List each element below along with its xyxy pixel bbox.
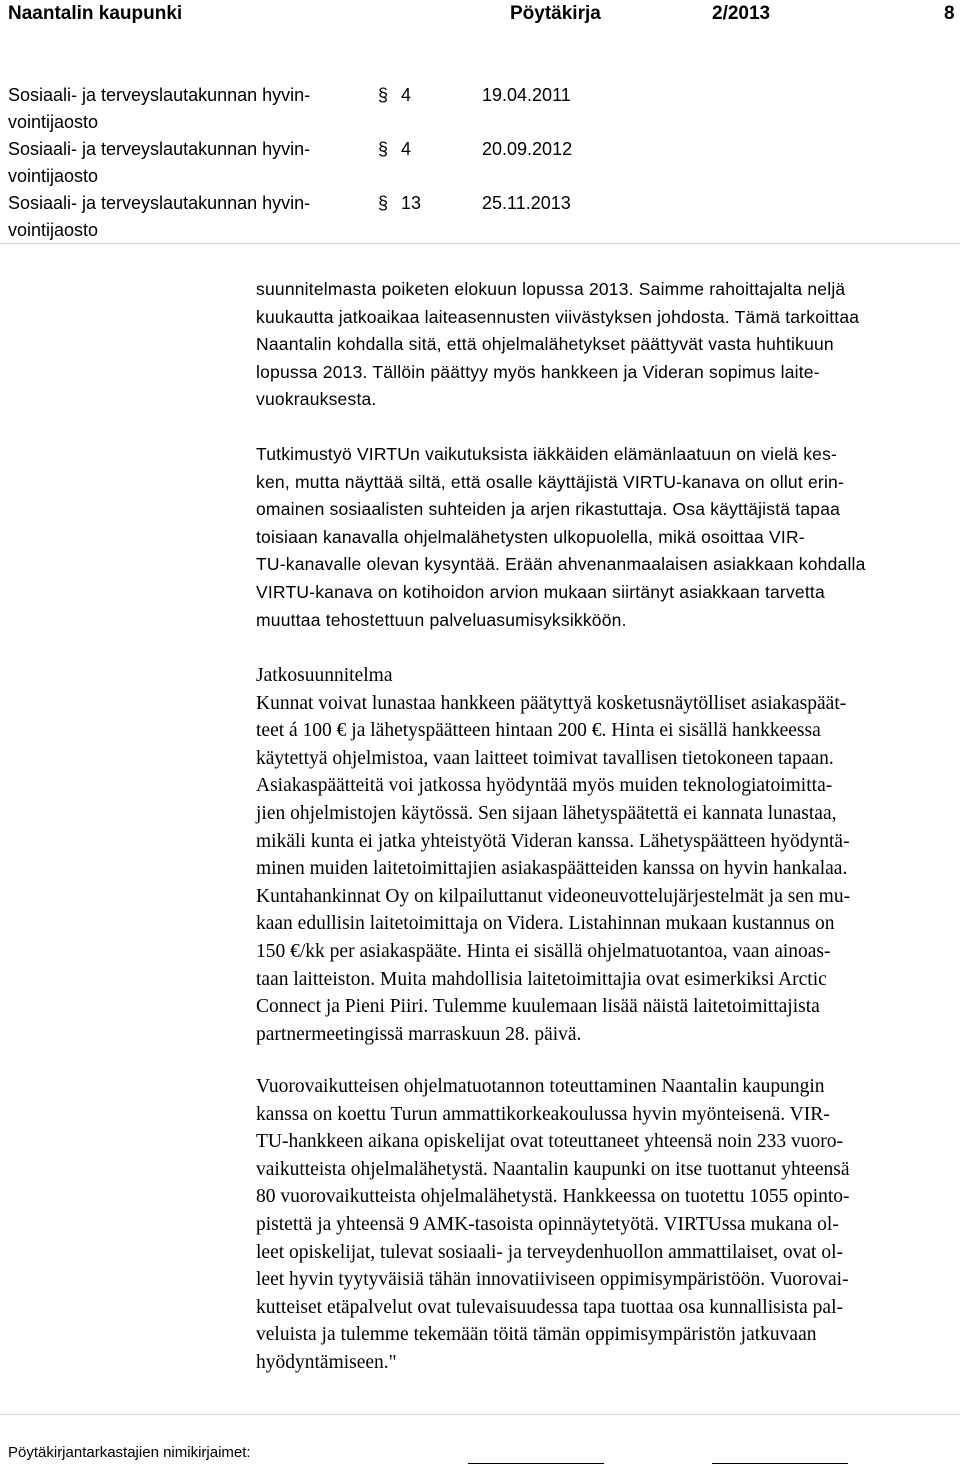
section-heading: Jatkosuunnitelma [256,665,393,686]
divider [0,243,960,244]
paragraph: suunnitelmasta poiketen elokuun lopussa 2013. Saimme rahoittajalta neljä kuukautta jatkoaikaa laiteasennusten viivästyksen johdosta. Tämä tarkoittaa Naantalin kohdalla sitä, että ohjelmalähetykset päättyvät vasta huhtikuun lopussa 2013. Tällöin päättyy myös hankkeen ja Videran sopimus laite- vuokrauksesta. [256,279,860,410]
section-number: 13 [401,193,422,213]
document-number: 2/2013 [712,3,771,24]
section-sign: § [378,193,389,213]
section-sign: § [378,85,389,105]
reference-row [8,136,948,190]
page-number: 8 [944,3,955,24]
signature-line [468,1463,604,1464]
reference-row [8,82,948,136]
reference-body: Sosiaali- ja terveyslautakunnan hyvin- vointijaosto [8,139,311,186]
reference-row [8,190,948,244]
reference-body: Sosiaali- ja terveyslautakunnan hyvin- vointijaosto [8,193,311,240]
organization-name: Naantalin kaupunki [8,3,183,24]
document-type: Pöytäkirja [510,3,601,24]
paragraph: Jatkosuunnitelma Kunnat voivat lunastaa hankkeen päätyttyä kosketusnäytölliset asiakaspäät- teet á 100 € ja lähetyspäätteen hintaan 200 €. Hinta ei sisällä hankkeessa käytettyä ohjelmistoa, vaan laitteet toimivat tavallisen tietokoneen tapaan. Asiakaspäätteitä voi jatkossa hyödyntää myös muiden teknologiatoimitta- jien ohjelmistojen käytössä. Sen sijaan lähetyspäätettä ei kannata lunastaa, mikäli kunta ei jatka yhteistyötä Videran kanssa. Lähetyspäätteen hyödyntä- minen muiden laitetoimittajien asiakaspäätteiden kanssa on hyvin hankalaa. Kuntahankinnat Oy on kilpailuttanut videoneuvottelujärjestelmät ja sen mu- kaan edullisin laitetoimittaja on Videra. Listahinnan mukaan kustannus on 150 €/kk per asiakaspääte. Hinta ei sisällä ohjelmatuotantoa, vaan ainoas- taan laitteiston. Muita mahdollisia laitetoimittajia ovat esimerkiksi Arctic Connect ja Pieni Piiri. Tulemme kuulemaan lisää näistä laitetoimittajista partnermeetingissä marraskuun 28. päivä. [256,662,956,1048]
reference-body: Sosiaali- ja terveyslautakunnan hyvin- vointijaosto [8,85,311,132]
divider [0,1414,960,1415]
section-sign: § [378,139,389,159]
paragraph: Vuorovaikutteisen ohjelmatuotannon toteuttaminen Naantalin kaupungin kanssa on koettu Turun ammattikorkeakoulussa hyvin myönteisenä. VIR- TU-hankkeen aikana opiskelijat ovat toteuttaneet yhteensä noin 233 vuoro- vaikutteista ohjelmalähetystä. Naantalin kaupunki on itse tuottanut yhteensä 80 vuorovaikutteista ohjelmalähetystä. Hankkeessa on tuotettu 1055 opinto- pistettä ja yhteensä 9 AMK-tasoista opinnäytetyötä. VIRTUssa mukana ol- leet opiskelijat, tulevat sosiaali- ja terveydenhuollon ammattilaiset, ovat ol- leet hyvin tyytyväisiä tähän innovatiiviseen oppimisympäristöön. Vuorovai- kutteiset etäpalvelut ovat tulevaisuudessa tapa tuottaa osa kunnallisista pal- veluista ja tulemme tekemään töitä tämän oppimisympäristön jatkuvaan hyödyntämiseen." [256,1076,850,1373]
section-number: 4 [401,85,412,105]
signatures-label: Pöytäkirjantarkastajien nimikirjaimet: [8,1444,251,1461]
page-header [0,0,960,30]
reference-date: 20.09.2012 [482,139,573,159]
paragraph: Tutkimustyö VIRTUn vaikutuksista iäkkäiden elämänlaatuun on vielä kes- ken, mutta näyttää siltä, että osalle käyttäjistä VIRTU-kanava on ollut erin- omainen sosiaalisten suhteiden ja arjen rikastuttaja. Osa käyttäjistä tapaa toisiaan kanavalla ohjelmalähetysten ulkopuolella, mikä osoittaa VIR- TU-kanavalle olevan kysyntää. Erään ahvenanmaalaisen asiakkaan kohdalla VIRTU-kanava on kotihoidon arvion mukaan siirtänyt asiakkaan tarvetta muuttaa tehostettuun palveluasumisyksikköön. [256,444,866,630]
signature-line [712,1463,848,1464]
reference-date: 25.11.2013 [482,193,571,213]
section-number: 4 [401,139,412,159]
reference-list [8,82,948,244]
reference-date: 19.04.2011 [482,85,571,105]
